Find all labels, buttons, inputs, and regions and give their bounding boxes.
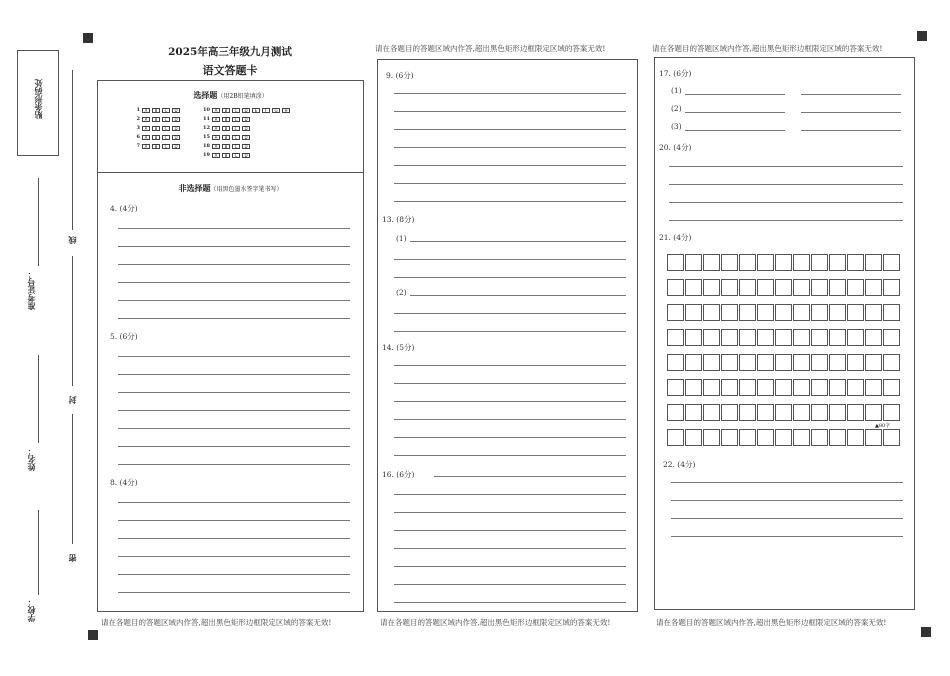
grid-row (667, 354, 901, 371)
grid-cell[interactable] (757, 304, 774, 321)
answer-line[interactable] (394, 530, 626, 531)
bubble-c[interactable]: C (232, 126, 240, 131)
answer-panel-1 (97, 80, 364, 612)
bubble-d[interactable]: D (172, 135, 180, 140)
answer-line[interactable] (118, 300, 350, 301)
bubble-c[interactable]: C (232, 108, 240, 113)
grid-cell[interactable] (757, 329, 774, 346)
grid-cell[interactable] (703, 304, 720, 321)
bubble-d[interactable]: D (172, 108, 180, 113)
grid-cell[interactable] (685, 254, 702, 271)
grid-cell[interactable] (829, 404, 846, 421)
bottom-notice: 请在各题目的答题区域内作答,超出黑色矩形边框限定区域的答案无效! (101, 618, 332, 627)
grid-cell[interactable] (829, 429, 846, 446)
nonchoice-title: 非选择题 (178, 183, 211, 193)
bubble-c[interactable]: C (162, 117, 170, 122)
grid-cell[interactable] (685, 354, 702, 371)
grid-cell[interactable] (811, 354, 828, 371)
answer-line[interactable] (394, 602, 626, 603)
grid-cell[interactable] (883, 354, 900, 371)
answer-line[interactable] (394, 277, 626, 278)
answer-line[interactable] (394, 383, 626, 384)
grid-cell[interactable] (721, 329, 738, 346)
choice-section (98, 81, 363, 173)
grid-cell[interactable] (703, 379, 720, 396)
grid-cell[interactable] (739, 279, 756, 296)
question-17-label: 17. (6分) (659, 69, 692, 78)
bubble-d[interactable]: D (242, 117, 250, 122)
grid-cell[interactable] (721, 379, 738, 396)
answer-line[interactable] (394, 401, 626, 402)
answer-line[interactable] (394, 111, 626, 112)
grid-cell[interactable] (757, 429, 774, 446)
grid-cell[interactable] (811, 329, 828, 346)
grid-cell[interactable] (685, 429, 702, 446)
bubble-a[interactable]: A (212, 117, 220, 122)
grid-cell[interactable] (775, 354, 792, 371)
grid-cell[interactable] (757, 279, 774, 296)
bubble-a[interactable]: A (212, 126, 220, 131)
answer-line[interactable] (394, 365, 626, 366)
grid-cell[interactable] (757, 254, 774, 271)
answer-line[interactable] (118, 246, 350, 247)
grid-cell[interactable] (685, 304, 702, 321)
choice-row: 19 A B C D (202, 152, 252, 158)
grid-cell[interactable] (739, 329, 756, 346)
grid-cell[interactable] (793, 379, 810, 396)
answer-line[interactable] (671, 500, 903, 501)
answer-line[interactable] (118, 574, 350, 575)
word-count-mark: ▲80字 (875, 423, 891, 429)
grid-cell[interactable] (883, 279, 900, 296)
question-5-label: 5. (6分) (110, 332, 138, 341)
exam-id-label: 准考证号： (26, 270, 36, 310)
question-13-part-2: (2) (396, 288, 407, 297)
bubble-a[interactable]: A (142, 135, 150, 140)
answer-line[interactable] (410, 241, 626, 242)
bubble-b[interactable]: B (152, 117, 160, 122)
choice-row: 7 A B C D (132, 143, 182, 149)
grid-cell[interactable] (865, 304, 882, 321)
grid-cell[interactable] (775, 254, 792, 271)
answer-line[interactable] (118, 228, 350, 229)
bubble-d[interactable]: D (242, 108, 250, 113)
answer-line[interactable] (118, 428, 350, 429)
grid-cell[interactable] (721, 404, 738, 421)
answer-line[interactable] (118, 392, 350, 393)
page-subtitle: 语文答题卡 (202, 64, 258, 77)
grid-cell[interactable] (667, 329, 684, 346)
grid-cell[interactable] (775, 279, 792, 296)
answer-line[interactable] (394, 259, 626, 260)
bubble-b[interactable]: B (222, 153, 230, 158)
choice-row: 1 A B C D (132, 107, 182, 113)
grid-cell[interactable] (793, 254, 810, 271)
bubble-c[interactable]: C (162, 144, 170, 149)
grid-cell[interactable] (775, 379, 792, 396)
bubble-c[interactable]: C (232, 135, 240, 140)
barcode-box (17, 50, 59, 156)
nonchoice-hint: （用黑色墨水签字笔书写） (210, 186, 283, 193)
answer-line[interactable] (118, 520, 350, 521)
answer-line[interactable] (394, 313, 626, 314)
grid-cell[interactable] (811, 304, 828, 321)
choice-row: 10 A B C D E F G H (202, 107, 292, 113)
choice-row: 6 A B C D (132, 134, 182, 140)
answer-line[interactable] (394, 201, 626, 202)
choice-row: 12 A B C D (202, 125, 252, 131)
grid-cell[interactable] (721, 279, 738, 296)
bubble-d[interactable]: D (242, 144, 250, 149)
seal-line (72, 70, 73, 230)
grid-row (667, 379, 901, 396)
grid-cell[interactable] (703, 404, 720, 421)
bubble-b[interactable]: B (222, 144, 230, 149)
grid-cell[interactable] (793, 429, 810, 446)
bubble-e[interactable]: E (252, 108, 260, 113)
grid-cell[interactable] (811, 379, 828, 396)
answer-panel-3 (654, 57, 915, 610)
bubble-b[interactable]: B (152, 135, 160, 140)
grid-cell[interactable] (883, 254, 900, 271)
bubble-b[interactable]: B (222, 135, 230, 140)
corner-marker (917, 31, 927, 41)
grid-cell[interactable] (883, 379, 900, 396)
grid-cell[interactable] (847, 354, 864, 371)
grid-row (667, 404, 901, 421)
answer-line[interactable] (394, 93, 626, 94)
answer-line[interactable] (118, 464, 350, 465)
seal-line (72, 414, 73, 544)
grid-row (667, 254, 901, 271)
bubble-c[interactable]: C (162, 108, 170, 113)
grid-cell[interactable] (829, 254, 846, 271)
grid-row (667, 329, 901, 346)
grid-cell[interactable] (685, 329, 702, 346)
name-label: 姓名： (26, 447, 36, 471)
answer-line[interactable] (394, 584, 626, 585)
grid-cell[interactable] (739, 354, 756, 371)
grid-cell[interactable] (829, 279, 846, 296)
grid-cell[interactable] (811, 279, 828, 296)
answer-line[interactable] (671, 518, 903, 519)
grid-cell[interactable] (829, 379, 846, 396)
answer-line[interactable] (118, 264, 350, 265)
answer-line[interactable] (434, 476, 626, 477)
answer-line[interactable] (394, 165, 626, 166)
bubble-a[interactable]: A (142, 144, 150, 149)
answer-line[interactable] (118, 282, 350, 283)
grid-cell[interactable] (793, 304, 810, 321)
grid-cell[interactable] (739, 379, 756, 396)
grid-cell[interactable] (865, 254, 882, 271)
grid-cell[interactable] (739, 429, 756, 446)
grid-cell[interactable] (793, 354, 810, 371)
bubble-a[interactable]: A (212, 153, 220, 158)
answer-line[interactable] (394, 455, 626, 456)
bubble-c[interactable]: C (232, 144, 240, 149)
bubble-b[interactable]: B (222, 117, 230, 122)
grid-cell[interactable] (865, 379, 882, 396)
grid-cell[interactable] (685, 404, 702, 421)
seal-char-seal: 封 (67, 396, 77, 404)
bubble-c[interactable]: C (232, 153, 240, 158)
answer-line[interactable] (394, 183, 626, 184)
answer-line[interactable] (410, 295, 626, 296)
grid-cell[interactable] (793, 404, 810, 421)
grid-cell[interactable] (883, 304, 900, 321)
question-8-label: 8. (4分) (110, 478, 138, 487)
grid-cell[interactable] (847, 329, 864, 346)
choice-row: 18 A B C D (202, 143, 252, 149)
question-4-label: 4. (4分) (110, 204, 138, 213)
question-21-label: 21. (4分) (659, 233, 692, 242)
answer-line[interactable] (394, 494, 626, 495)
corner-marker (921, 627, 931, 637)
grid-cell[interactable] (865, 279, 882, 296)
choice-row: 11 A B C D (202, 116, 252, 122)
grid-cell[interactable] (703, 329, 720, 346)
grid-cell[interactable] (667, 379, 684, 396)
bubble-b[interactable]: B (222, 108, 230, 113)
grid-cell[interactable] (847, 379, 864, 396)
grid-cell[interactable] (703, 354, 720, 371)
bubble-a[interactable]: A (212, 144, 220, 149)
question-9-label: 9. (6分) (386, 71, 414, 80)
question-13-label: 13. (8分) (382, 215, 415, 224)
choice-row: 15 A B C D (202, 134, 252, 140)
seal-line (72, 256, 73, 386)
bubble-g[interactable]: G (272, 108, 280, 113)
question-17-part-3: (3) (671, 122, 682, 131)
answer-line[interactable] (118, 446, 350, 447)
grid-cell[interactable] (721, 254, 738, 271)
grid-cell[interactable] (721, 429, 738, 446)
bubble-a[interactable]: A (212, 108, 220, 113)
grid-cell[interactable] (667, 279, 684, 296)
bubble-a[interactable]: A (142, 126, 150, 131)
grid-cell[interactable] (811, 429, 828, 446)
barcode-label: 贴条形码处 (33, 79, 43, 119)
answer-line[interactable] (669, 166, 903, 167)
answer-line[interactable] (394, 129, 626, 130)
answer-line[interactable] (685, 94, 785, 95)
top-notice: 请在各题目的答题区域内作答,超出黑色矩形边框限定区域的答案无效! (375, 44, 606, 53)
answer-line[interactable] (669, 202, 903, 203)
grid-cell[interactable] (847, 254, 864, 271)
grid-cell[interactable] (775, 329, 792, 346)
answer-line[interactable] (394, 419, 626, 420)
grid-cell[interactable] (883, 429, 900, 446)
school-label: 学校： (26, 598, 36, 622)
grid-cell[interactable] (775, 304, 792, 321)
name-line (38, 355, 39, 443)
question-22-label: 22. (4分) (663, 460, 696, 469)
grid-cell[interactable] (793, 329, 810, 346)
answer-line[interactable] (118, 592, 350, 593)
answer-line[interactable] (671, 482, 903, 483)
grid-cell[interactable] (703, 254, 720, 271)
choice-row: 3 A B C D (132, 125, 182, 131)
grid-cell[interactable] (865, 404, 882, 421)
bubble-d[interactable]: D (242, 135, 250, 140)
answer-line[interactable] (118, 318, 350, 319)
grid-cell[interactable] (739, 304, 756, 321)
answer-line[interactable] (118, 538, 350, 539)
answer-line[interactable] (669, 220, 903, 221)
grid-row (667, 429, 901, 446)
grid-row (667, 279, 901, 296)
grid-cell[interactable] (667, 254, 684, 271)
grid-cell[interactable] (829, 354, 846, 371)
bubble-a[interactable]: A (212, 135, 220, 140)
bubble-d[interactable]: D (172, 144, 180, 149)
grid-cell[interactable] (829, 304, 846, 321)
bubble-b[interactable]: B (152, 144, 160, 149)
answer-line[interactable] (118, 374, 350, 375)
answer-line[interactable] (394, 548, 626, 549)
grid-cell[interactable] (685, 379, 702, 396)
grid-cell[interactable] (667, 304, 684, 321)
answer-line[interactable] (118, 410, 350, 411)
question-16-label: 16. (6分) (382, 470, 415, 479)
grid-cell[interactable] (721, 354, 738, 371)
bubble-b[interactable]: B (222, 126, 230, 131)
grid-row (667, 304, 901, 321)
bottom-notice: 请在各题目的答题区域内作答,超出黑色矩形边框限定区域的答案无效! (656, 618, 887, 627)
grid-cell[interactable] (847, 279, 864, 296)
answer-line[interactable] (118, 356, 350, 357)
grid-cell[interactable] (847, 404, 864, 421)
question-13-part-1: (1) (396, 234, 407, 243)
answer-line[interactable] (801, 130, 901, 131)
bottom-notice: 请在各题目的答题区域内作答,超出黑色矩形边框限定区域的答案无效! (380, 618, 611, 627)
bubble-d[interactable]: D (242, 153, 250, 158)
grid-cell[interactable] (721, 304, 738, 321)
choice-hint: （用2B铅笔填涂） (217, 93, 268, 100)
grid-cell[interactable] (703, 429, 720, 446)
grid-cell[interactable] (739, 404, 756, 421)
bubble-a[interactable]: A (142, 108, 150, 113)
grid-cell[interactable] (793, 279, 810, 296)
grid-cell[interactable] (775, 429, 792, 446)
answer-line[interactable] (801, 112, 901, 113)
seal-char-line: 线 (67, 236, 77, 244)
answer-line[interactable] (671, 536, 903, 537)
answer-line[interactable] (394, 147, 626, 148)
answer-line[interactable] (394, 566, 626, 567)
bubble-b[interactable]: B (152, 126, 160, 131)
bubble-b[interactable]: B (152, 108, 160, 113)
grid-cell[interactable] (667, 354, 684, 371)
answer-line[interactable] (669, 184, 903, 185)
bubble-c[interactable]: C (162, 135, 170, 140)
question-17-part-1: (1) (671, 86, 682, 95)
answer-line[interactable] (685, 130, 785, 131)
seal-char-secret: 密 (67, 554, 77, 562)
grid-cell[interactable] (883, 404, 900, 421)
writing-grid (667, 254, 907, 450)
choice-row: 2 A B C D (132, 116, 182, 122)
answer-panel-2 (377, 59, 638, 612)
grid-cell[interactable] (811, 404, 828, 421)
grid-cell[interactable] (703, 279, 720, 296)
bubble-d[interactable]: D (172, 117, 180, 122)
grid-cell[interactable] (865, 329, 882, 346)
choice-title: 选择题 (193, 90, 218, 100)
grid-cell[interactable] (757, 354, 774, 371)
school-line (38, 510, 39, 595)
grid-cell[interactable] (829, 329, 846, 346)
grid-cell[interactable] (667, 429, 684, 446)
grid-cell[interactable] (667, 404, 684, 421)
bubble-d[interactable]: D (242, 126, 250, 131)
grid-cell[interactable] (739, 254, 756, 271)
question-17-part-2: (2) (671, 104, 682, 113)
grid-cell[interactable] (847, 429, 864, 446)
question-20-label: 20. (4分) (659, 143, 692, 152)
corner-marker (88, 630, 98, 640)
top-notice: 请在各题目的答题区域内作答,超出黑色矩形边框限定区域的答案无效! (652, 44, 883, 53)
grid-cell[interactable] (865, 354, 882, 371)
answer-line[interactable] (394, 512, 626, 513)
grid-cell[interactable] (865, 429, 882, 446)
grid-cell[interactable] (757, 404, 774, 421)
grid-cell[interactable] (757, 379, 774, 396)
bubble-f[interactable]: F (262, 108, 270, 113)
answer-line[interactable] (394, 437, 626, 438)
answer-line[interactable] (685, 112, 785, 113)
bubble-d[interactable]: D (172, 126, 180, 131)
grid-cell[interactable] (847, 304, 864, 321)
bubble-c[interactable]: C (162, 126, 170, 131)
bubble-c[interactable]: C (232, 117, 240, 122)
answer-line[interactable] (801, 94, 901, 95)
grid-cell[interactable] (775, 404, 792, 421)
bubble-a[interactable]: A (142, 117, 150, 122)
answer-line[interactable] (118, 556, 350, 557)
question-14-label: 14. (5分) (382, 343, 415, 352)
answer-line[interactable] (118, 502, 350, 503)
page-title: 2025年高三年级九月测试 (168, 46, 292, 58)
grid-cell[interactable] (811, 254, 828, 271)
bubble-h[interactable]: H (282, 108, 290, 113)
answer-line[interactable] (394, 331, 626, 332)
corner-marker (83, 33, 93, 43)
grid-cell[interactable] (685, 279, 702, 296)
grid-cell[interactable] (883, 329, 900, 346)
exam-id-line (38, 178, 39, 266)
